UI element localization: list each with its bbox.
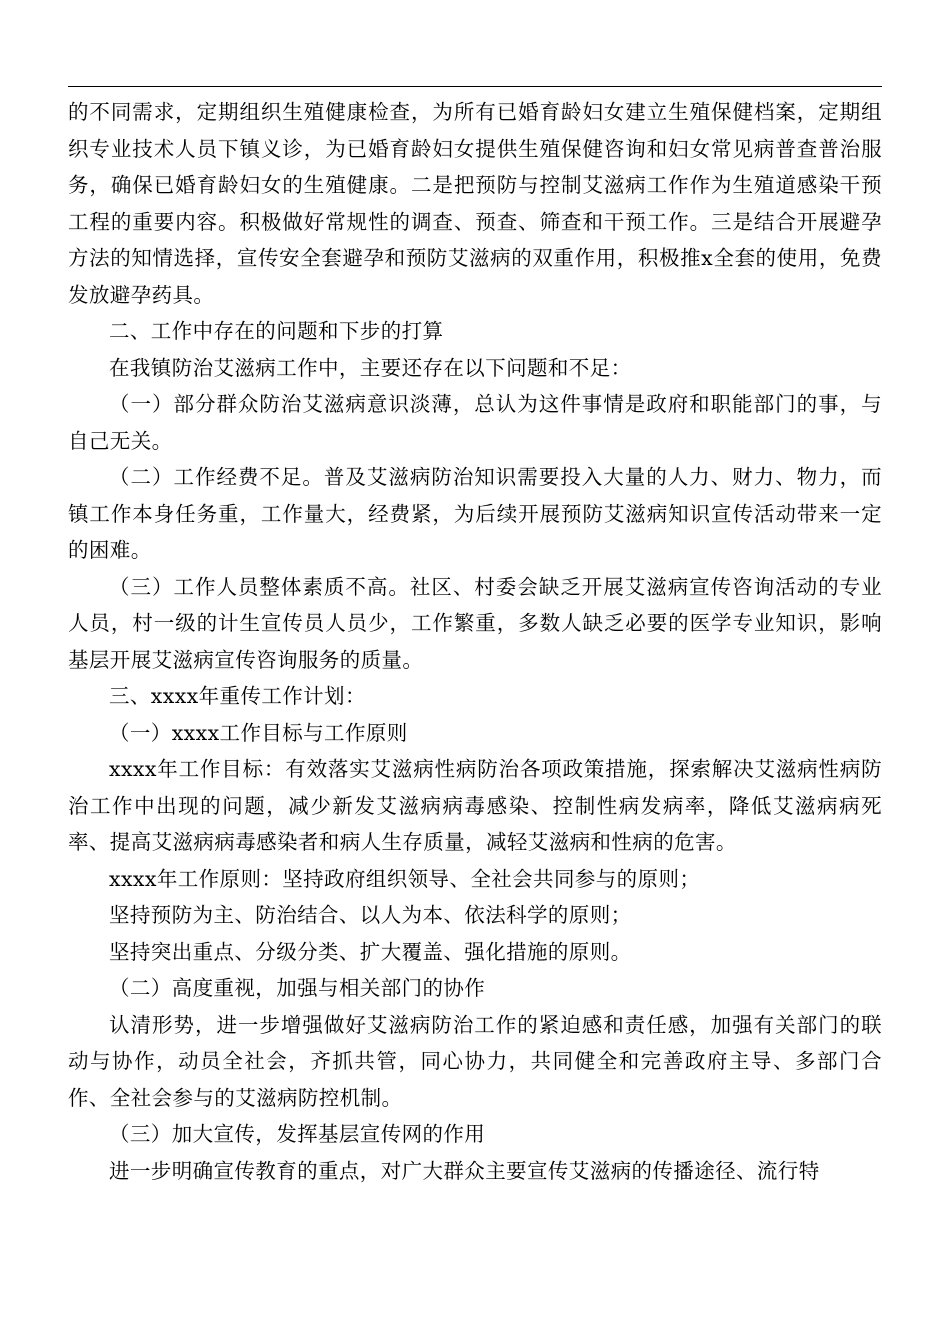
section-heading-problems: 二、工作中存在的问题和下步的打算 xyxy=(109,319,444,343)
paragraph-goals: xxxx年工作目标：有效落实艾滋病性病防治各项政策措施，探索解决艾滋病性病防治工作中出现的问题，减少新发艾滋病病毒感染、控制性病发病率，降低艾滋病病死率、提高艾滋病病毒感染者和病人生存质量，减轻艾滋病和性病的危害。 xyxy=(68,757,882,854)
paragraph-principle-3: 坚持突出重点、分级分类、扩大覆盖、强化措施的原则。 xyxy=(109,939,632,964)
subheading-cooperation: （二）高度重视，加强与相关部门的协作 xyxy=(109,976,486,1000)
subheading-publicity: （三）加大宣传，发挥基层宣传网的作用 xyxy=(109,1122,486,1146)
paragraph-problem-3: （三）工作人员整体素质不高。社区、村委会缺乏开展艾滋病宣传咨询活动的专业人员，村一级的计生宣传员人员少，工作繁重，多数人缺乏必要的医学专业知识，影响基层开展艾滋病宣传咨询服务的质量。 xyxy=(68,574,882,672)
paragraph-cooperation: 认清形势，进一步增强做好艾滋病防治工作的紧迫感和责任感，加强有关部门的联动与协作，动员全社会，齐抓共管，同心协力，共同健全和完善政府主导、多部门合作、全社会参与的艾滋病防控机制。 xyxy=(68,1012,882,1110)
header-rule xyxy=(68,86,882,87)
paragraph-intro-problems: 在我镇防治艾滋病工作中，主要还存在以下问题和不足： xyxy=(109,355,632,380)
section-heading-plan: 三、xxxx年重传工作计划： xyxy=(109,684,366,708)
paragraph-publicity: 进一步明确宣传教育的重点，对广大群众主要宣传艾滋病的传播途径、流行特 xyxy=(109,1158,820,1183)
document-body xyxy=(68,94,882,1189)
paragraph-principle-1: xxxx年工作原则：坚持政府组织领导、全社会共同参与的原则； xyxy=(109,866,701,891)
paragraph-problem-2: （二）工作经费不足。普及艾滋病防治知识需要投入大量的人力、财力、物力，而镇工作本身任务重，工作量大，经费紧，为后续开展预防艾滋病知识宣传活动带来一定的困难。 xyxy=(68,465,882,562)
paragraph-continuation: 的不同需求，定期组织生殖健康检查，为所有已婚育龄妇女建立生殖保健档案，定期组织专业技术人员下镇义诊，为已婚育龄妇女提供生殖保健咨询和妇女常见病普查普治服务，确保已婚育龄妇女的生殖健康。二是把预防与控制艾滋病工作作为生殖道感染干预工程的重要内容。积极做好常规性的调查、预查、筛查和干预工作。三是结合开展避孕方法的知情选择，宣传安全套避孕和预防艾滋病的双重作用，积极推x全套的使用，免费发放避孕药具。 xyxy=(68,100,882,307)
paragraph-problem-1: （一）部分群众防治艾滋病意识淡薄，总认为这件事情是政府和职能部门的事，与自己无关。 xyxy=(68,392,882,453)
paragraph-principle-2: 坚持预防为主、防治结合、以人为本、依法科学的原则； xyxy=(109,903,632,927)
subheading-goals-principles: （一）xxxx工作目标与工作原则 xyxy=(109,720,408,745)
